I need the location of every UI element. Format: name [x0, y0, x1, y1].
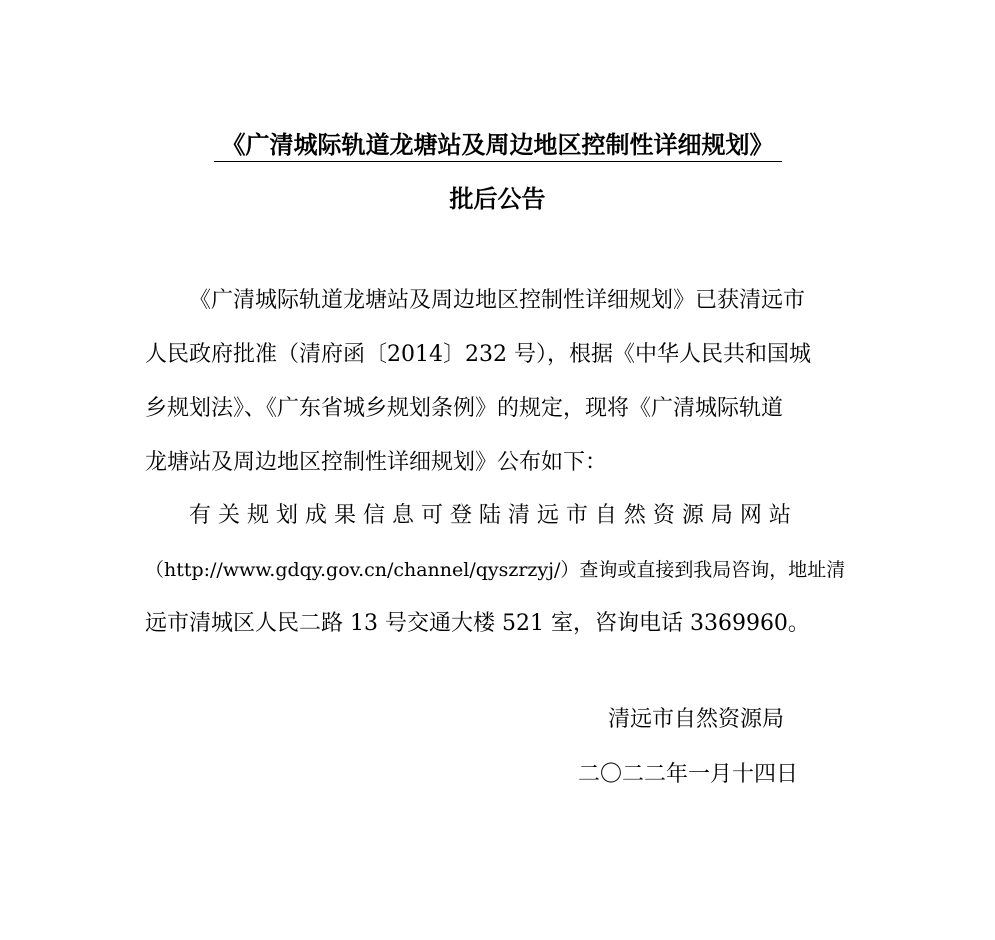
paragraph-line: 人民政府批准（清府函〔2014〕232 号），根据《中华人民共和国城 [145, 342, 811, 367]
document-subtitle: 批后公告 [449, 185, 546, 213]
paragraph-line: 《广清城际轨道龙塘站及周边地区控制性详细规划》已获清远市 [189, 288, 806, 313]
signature-organization: 清远市自然资源局 [608, 707, 785, 732]
document-title [0, 130, 995, 160]
paragraph-line: 远市清城区人民二路 13 号交通大楼 521 室，咨询电话 3369960。 [145, 611, 810, 636]
paragraph-contact-info [145, 489, 845, 651]
paragraph-line: 龙塘站及周边地区控制性详细规划》公布如下： [145, 450, 608, 475]
paragraph-line: 乡规划法》、《广东省城乡规划条例》的规定，现将《广清城际轨道 [145, 396, 784, 421]
signature-date: 二〇二二年一月十四日 [578, 762, 799, 787]
document-title-text: 《广清城际轨道龙塘站及周边地区控制性详细规划》 [214, 131, 782, 162]
paragraph-approval [145, 274, 845, 490]
paragraph-line: 有 关 规 划 成 果 信 息 可 登 陆 清 远 市 自 然 资 源 局 网 站 [189, 503, 791, 528]
paragraph-line-url: （http://www.gdqy.gov.cn/channel/qyszrzyj/）查询或直接到我局咨询，地址清 [145, 559, 846, 581]
